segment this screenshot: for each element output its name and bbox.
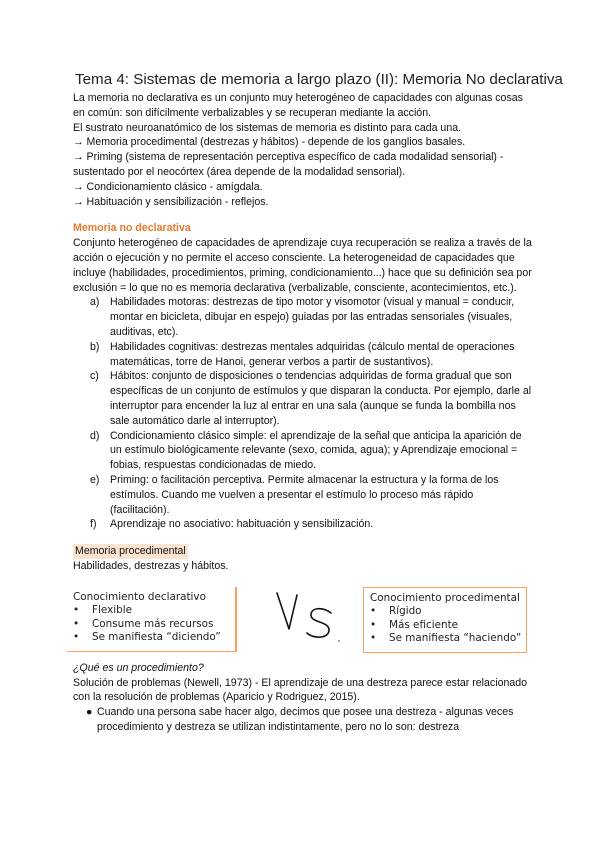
list-item: f) Aprendizaje no asociativo: habituación y sensibilización. xyxy=(90,518,374,531)
section-paragraph: Conjunto heterogéneo de capacidades de aprendizaje cuya recuperación se realiza a través de la acción o ejecución y no permite el acceso consciente. La heterogeneidad de capacidades que incluye (habilidades, procedimientos, priming, condicionamiento...) hace que su definición sea por exclusión = lo que no es memoria declarativa (verbalizable, consciente, acontecimientos, etc.). xyxy=(73,237,532,294)
bullet-icon: ● xyxy=(86,706,93,719)
arrow-item-priming: → Priming (sistema de representación perceptiva específico de cada modalidad sensorial) - sustentado por el neocórtex (área depende de la modalidad sensorial). xyxy=(73,151,504,178)
intro-paragraph-2: El sustrato neuroanatómico de los sistemas de memoria es distinto para cada una. xyxy=(73,121,462,134)
arrow-item-condicionamiento: → Condicionamiento clásico - amígdala. xyxy=(73,180,263,193)
procedural-item: • Más eficiente xyxy=(370,619,526,633)
declarative-item: • Consume más recursos xyxy=(73,618,235,632)
list-item: ● Cuando una persona sabe hacer algo, decimos que posee una destreza - algunas veces procedimiento y destreza se utilizan indistintamente, pero no lo son: destreza xyxy=(86,706,514,733)
procedural-item: • Se manifiesta “haciendo” xyxy=(370,632,526,646)
procedural-box xyxy=(363,587,527,653)
page-title: Tema 4: Sistemas de memoria a largo plazo (II): Memoria No declarativa xyxy=(75,71,563,88)
list-item: b) Habilidades cognitivas: destrezas mentales adquiridas (cálculo mental de operaciones matemáticas, torre de Hanoi, generar verbos a partir de sustantivos). xyxy=(90,340,515,368)
vs-handwritten-mark xyxy=(271,585,341,645)
section-subtitle: Habilidades, destrezas y hábitos. xyxy=(73,559,229,572)
section-heading-no-declarativa: Memoria no declarativa xyxy=(73,222,191,235)
comparison-figure xyxy=(73,587,533,657)
intro-paragraph-1: La memoria no declarativa es un conjunto muy heterogéneo de capacidades con algunas cosas en común: son difícilmente verbalizables y se recuperan mediante la acción. xyxy=(73,92,523,119)
declarative-box xyxy=(67,587,237,652)
list-item: d) Condicionamiento clásico simple: el aprendizaje de la señal que anticipa la aparición de un estímulo biológicamente relevante (sexo, comida, agua); y Aprendizaje emocional = fobias, respuestas condicionadas de miedo. xyxy=(90,429,522,472)
procedural-item: • Rígido xyxy=(370,605,526,619)
arrow-item-procedimental: → Memoria procedimental (destrezas y hábitos) - depende de los ganglios basales. xyxy=(73,136,466,149)
procedural-box-title: Conocimiento procedimental xyxy=(370,591,520,604)
problem-solving-paragraph: Solución de problemas (Newell, 1973) - El aprendizaje de una destreza parece estar relacionado con la resolución de problemas (Aparicio y Rodriguez, 2015). xyxy=(73,676,528,704)
list-item: a) Habilidades motoras: destrezas de tipo motor y visomotor (visual y manual = conducir, montar en bicicleta, dibujar en espejo) guiadas por las entradas sensoriales (visuales, auditivas, etc). xyxy=(90,296,515,338)
question-heading: ¿Qué es un procedimiento? xyxy=(73,661,204,674)
declarative-item: • Se manifiesta “diciendo” xyxy=(73,631,235,645)
declarative-item: • Flexible xyxy=(73,604,235,618)
document-page xyxy=(73,70,563,735)
section-heading-procedimental: Memoria procedimental xyxy=(75,545,186,558)
arrow-item-habituacion: → Habituación y sensibilización - reflejos. xyxy=(73,195,269,208)
capacities-list xyxy=(73,295,533,532)
declarative-box-title: Conocimiento declarativo xyxy=(73,590,206,603)
list-item: e) Priming: o facilitación perceptiva. Permite almacenar la estructura y la forma de los estímulos. Cuando me vuelven a presentar el estímulo lo proceso más rápido (facilitación). xyxy=(90,473,499,516)
list-item: c) Hábitos: conjunto de disposiciones o tendencias adquiridas de forma gradual que son específicas de un conjunto de estímulos y que disparan la conducta. Por ejemplo, darle al interruptor para encender la luz al entrar en una sala (aunque se funda la bombilla nos sale automático darle al interruptor). xyxy=(90,370,532,427)
